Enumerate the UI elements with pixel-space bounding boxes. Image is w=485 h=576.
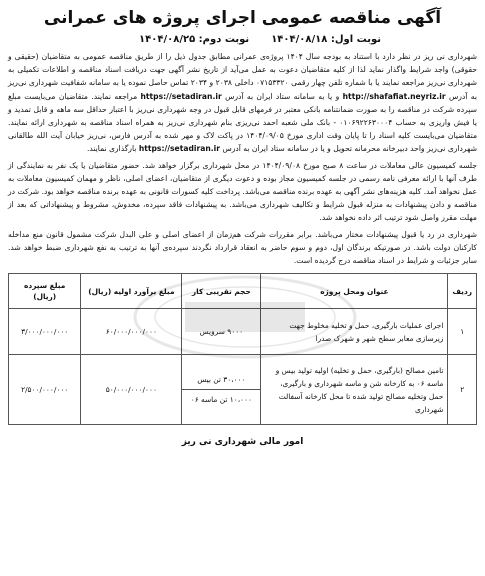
intro-text-d: بارگذاری نمایند.	[86, 144, 137, 154]
table-row	[9, 355, 477, 425]
header-estimate: مبلغ برآورد اولیه (ریال)	[81, 274, 182, 309]
second-publication-date: نوبت دوم: ۱۴۰۴/۰۸/۲۵	[139, 34, 250, 45]
paragraph-intro	[8, 50, 477, 156]
row-project-title: تامین مصالح (بارگیری، حمل و تخلیه) اولیه تولید بیس و ماسه ۰۶ به کارخانه شن و ماسه شهرداری و بارگیری، حمل وتخلیه مصالح تولید شده تا محل کارخانه آسفالت شهرداری	[261, 355, 448, 425]
volume-line: ۹۰۰۰ سرویس	[199, 327, 244, 337]
projects-table	[8, 273, 477, 425]
paragraph-conditions: شهرداری در رد یا قبول پیشنهادات مختار می‌باشد. برابر مقررات شرکت هم‌زمان از اعضای اصلی و علی البدل شرکت مشمول قانون منع مداخله کارکنان دولت باشد. در صورتیکه برندگان اول، دوم و سوم حاضر به انعقاد قرارداد نگردند سپرده‌ی آنها به ترتیب به نفع شهرداری ضبط خواهد شد. سایر جزئیات و شرایط در اسناد مناقصه درج گردیده است.	[8, 229, 477, 266]
table-row	[9, 309, 477, 355]
row-index: ۱	[448, 309, 477, 355]
intro-text-a: شهرداری نی ریز در نظر دارد با استناد به بودجه سال ۱۴۰۴ پروژه‌ی عمرانی مطابق جدول ذیل را از طریق مناقصه عمومی به متقاضیان (حقیقی و حقوقی) واجد شرایط واگذار نماید لذا از کلیه متقاضیان دعوت به عمل می‌آید از تاریخ نشر آگهی جهت دریافت اسناد مناقصه و اطلاعات تکمیلی به شهرداری نی‌ریز مراجعه نمایند یا با شماره تلفن چهار رقمی ۰۷۱۵۳۳۲۰ داخلی ۲۰۳۸ و ۲۰۳۴ تماس حاصل نموده یا به سامانه شفافیت شهرداری نی‌ریز به آدرس	[8, 52, 478, 101]
row-index: ۲	[448, 355, 477, 425]
row-deposit: ۳/۰۰۰/۰۰۰/۰۰۰	[9, 309, 81, 355]
setadiran-link[interactable]: https://setadiran.ir	[140, 91, 222, 101]
intro-text-c: مراجعه نمایند. متقاضیان می‌بایست مبلغ سپرده شرکت در مناقصه را به صورت ضمانتنامه بانکی معتبر در فرمهای قابل قبول در وجه شهرداری نی‌ریز با اعتبار حداقل سه ماهه و قابل تمدید و یا فیش واریزی به حساب ۰۱۰۶۹۲۲۶۳۰۰۰۴ - بانک ملی شعبه احمد نی‌ریزی بنام شهرداری نی‌ریز به همراه اسناد مناقصه به شهرداری ارائه نمایند. متقاضیان می‌بایست کلیه اسناد را تا پایان وقت اداری مورخ ۱۴۰۴/۰۹/۰۵ در پاکت لاک و مهر شده به آدرس فارس، نی‌ریز خیابان آیت الله طالقانی شهرداری نی‌ریز واحد دبیرخانه محرمانه تحویل و یا در سامانه ستاد ایران به آدرس	[8, 91, 478, 154]
header-volume: حجم تقریبی کار	[182, 274, 261, 309]
row-project-title: اجرای عملیات بارگیری، حمل و تخلیه مخلوط جهت زیرسازی معابر سطح شهر و شهرک صدرا	[261, 309, 448, 355]
header-index: ردیف	[448, 274, 477, 309]
setadiran-link-second[interactable]: https://setadiran.ir	[138, 144, 221, 154]
notice-title: آگهی مناقصه عمومی اجرای پروژه های عمرانی	[43, 8, 442, 28]
table-header-row	[9, 274, 477, 309]
intro-text-b: و یا به سامانه ستاد ایران به آدرس	[225, 91, 340, 101]
volume-line: ۱۰،۰۰۰ تن ماسه ۰۶	[190, 395, 253, 405]
header-project-title: عنوان ومحل پروژه	[261, 274, 448, 309]
signature: امور مالی شهرداری نی ریز	[181, 437, 304, 448]
row-estimate: ۵۰/۰۰۰/۰۰۰/۰۰۰	[81, 355, 182, 425]
row-volume	[182, 355, 261, 425]
first-publication-date: نوبت اول: ۱۴۰۴/۰۸/۱۸	[271, 34, 381, 45]
row-estimate: ۶۰/۰۰۰/۰۰۰/۰۰۰	[81, 309, 182, 355]
shafafiat-link[interactable]: http://shafafiat.neyriz.ir	[342, 91, 446, 101]
volume-line: ۳۰،۰۰۰ تن بیس	[197, 375, 246, 385]
paragraph-commission: جلسه کمیسیون عالی معاملات در ساعت ۸ صبح مورخ ۱۴۰۴/۰۹/۰۸ در محل شهرداری برگزار خواهد شد. حضور متقاضیان یا یک نفر به نمایندگی از طرف آنها با ارائه معرفی نامه رسمی در جلسه کمیسیون مجاز بوده و دعوت دیگری از متقاضیان، اعضای اصلی، ناظر و مهمان کمیسیون معاملات به عمل نخواهد آمد. کلیه هزینه‌های نشر آگهی به عهده برنده مناقصه می‌باشد. پرداخت کلیه کسورات قانونی به عهده برنده مناقصه خواهد بود. شرکت در مناقصه و دادن پیشنهادات به منزله قبول شرایط و تکالیف شهرداری می‌باشد. به پیشنهادات فاقد سپرده، مخدوش، مشروط و پیشنهاداتی که بعد از مهلت مقرر واصل شود ترتیب اثر داده نخواهد شد.	[8, 160, 477, 223]
row-deposit: ۲/۵۰۰/۰۰۰/۰۰۰	[9, 355, 81, 425]
header-deposit: مبلغ سپرده (ریال)	[9, 274, 81, 309]
volume-divider	[182, 389, 260, 390]
publication-dates	[8, 34, 477, 45]
row-volume	[182, 309, 261, 355]
